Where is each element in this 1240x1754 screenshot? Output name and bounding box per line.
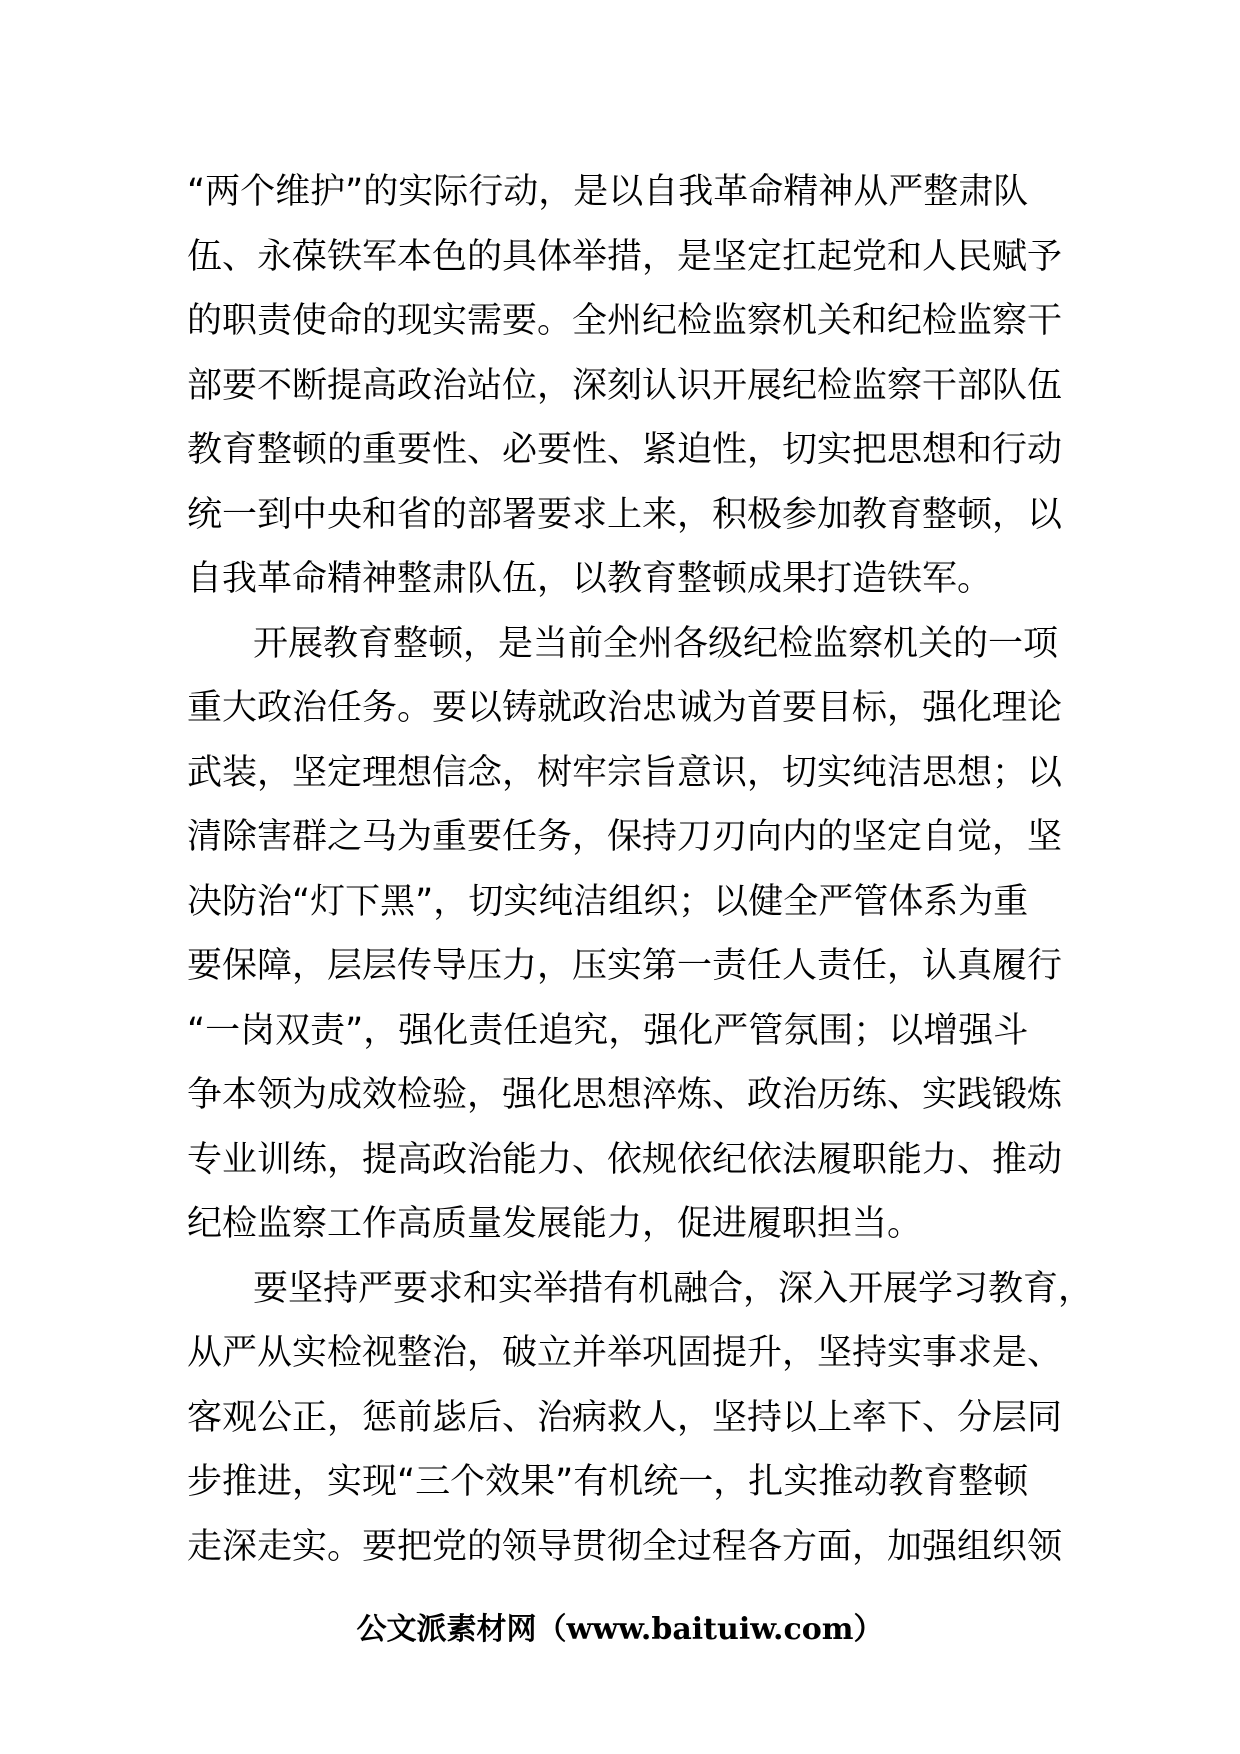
text-line: 走深走实。要把党的领导贯彻全过程各方面，加强组织领	[187, 1526, 1063, 1567]
text-line: 统一到中央和省的部署要求上来，积极参加教育整顿，以	[187, 494, 1063, 535]
text-line: “两个维护”的实际行动，是以自我革命精神从严整肃队	[187, 172, 1029, 212]
text-line: 客观公正，惩前毖后、治病救人，坚持以上率下、分层同	[187, 1397, 1063, 1438]
text-line: 部要不断提高政治站位，深刻认识开展纪检监察干部队伍	[187, 365, 1063, 406]
paragraph-first-line: 要坚持严要求和实举措有机融合，深入开展学习教育，	[253, 1268, 1094, 1309]
text-line: 决防治“灯下黑”，切实纯洁组织；以健全严管体系为重	[187, 881, 1029, 922]
body-text	[187, 160, 1094, 1579]
text-line: 步推进，实现“三个效果”有机统一，扎实推动教育整顿	[187, 1462, 1029, 1502]
footer-watermark: 公文派素材网（www.baituiw.com）	[356, 1612, 884, 1647]
text-line: 要保障，层层传导压力，压实第一责任人责任，认真履行	[187, 946, 1063, 986]
text-line: 争本领为成效检验，强化思想淬炼、政治历练、实践锻炼	[187, 1075, 1063, 1115]
text-line: 教育整顿的重要性、必要性、紧迫性，切实把思想和行动	[187, 430, 1063, 470]
text-line: 自我革命精神整肃队伍，以教育整顿成果打造铁军。	[187, 559, 993, 599]
text-line: 清除害群之马为重要任务，保持刀刃向内的坚定自觉，坚	[187, 817, 1063, 857]
text-line: 纪检监察工作高质量发展能力，促进履职担当。	[187, 1204, 923, 1244]
text-line: “一岗双责”，强化责任追究，强化严管氛围；以增强斗	[187, 1010, 1029, 1051]
text-line: 伍、永葆铁军本色的具体举措，是坚定扛起党和人民赋予	[187, 236, 1063, 277]
text-line: 专业训练，提高政治能力、依规依纪依法履职能力、推动	[187, 1139, 1063, 1180]
text-line: 武装，坚定理想信念，树牢宗旨意识，切实纯洁思想；以	[187, 752, 1063, 793]
text-line: 重大政治任务。要以铸就政治忠诚为首要目标，强化理论	[187, 688, 1063, 728]
paragraph-first-line: 开展教育整顿，是当前全州各级纪检监察机关的一项	[253, 623, 1059, 664]
text-line: 从严从实检视整治，破立并举巩固提升，坚持实事求是、	[187, 1333, 1063, 1373]
text-line: 的职责使命的现实需要。全州纪检监察机关和纪检监察干	[187, 301, 1063, 341]
